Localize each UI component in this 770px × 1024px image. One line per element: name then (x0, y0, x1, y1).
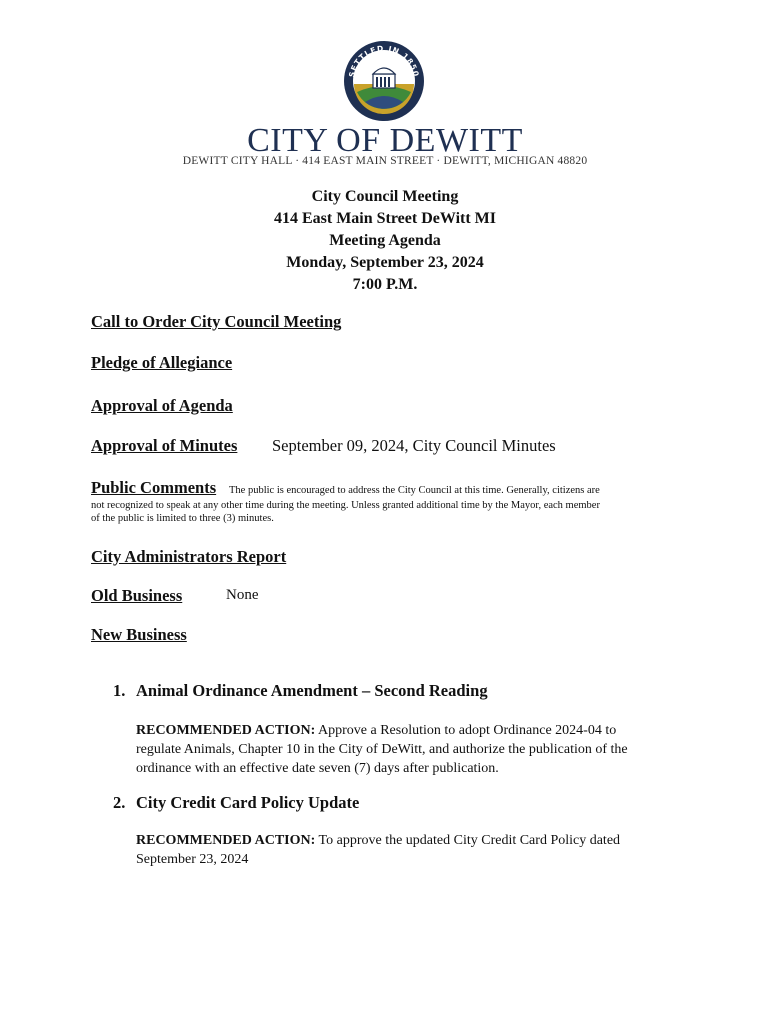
meeting-header (0, 186, 770, 296)
document-type: Meeting Agenda (329, 232, 441, 249)
old-business-heading: Old Business (91, 586, 183, 605)
item-1-title: Animal Ordinance Amendment – Second Reading (136, 681, 488, 700)
admin-report-heading: City Administrators Report (91, 547, 287, 566)
item-1-number: 1. (113, 681, 126, 700)
item-2-number: 2. (113, 793, 126, 812)
public-comments-text-2: not recognized to speak at any other time during the meeting. Unless granted additional time by the Mayor, each member (91, 500, 600, 511)
new-business-heading: New Business (91, 625, 187, 644)
approval-agenda-heading: Approval of Agenda (91, 396, 233, 415)
meeting-time: 7:00 P.M. (352, 276, 418, 293)
item-1-action-label: RECOMMENDED ACTION: (136, 723, 316, 738)
item-1-action-line-2: regulate Animals, Chapter 10 in the City of DeWitt, and authorize the publication of the (136, 742, 628, 757)
city-seal-logo (343, 40, 425, 122)
public-comments-text-3: of the public is limited to three (3) minutes. (91, 513, 274, 524)
city-name-heading: CITY OF DEWITT (247, 122, 523, 159)
approval-minutes-heading: Approval of Minutes (91, 436, 238, 455)
item-2-action-label: RECOMMENDED ACTION: (136, 833, 316, 848)
item-1-action-line-3: ordinance with an effective date seven (7) days after publication. (136, 761, 499, 776)
item-2-action-line-1: To approve the updated City Credit Card Policy dated (315, 833, 621, 848)
call-to-order-heading: Call to Order City Council Meeting (91, 312, 342, 331)
old-business-value: None (226, 587, 259, 603)
pledge-heading: Pledge of Allegiance (91, 353, 233, 372)
item-2-action (136, 831, 686, 869)
item-1-action-line-1: Approve a Resolution to adopt Ordinance 2024-04 to (315, 723, 617, 738)
approval-minutes-value: September 09, 2024, City Council Minutes (272, 436, 556, 455)
svg-text:SETTLED IN 1850: SETTLED IN 1850 (347, 43, 421, 79)
city-hall-address: DEWITT CITY HALL · 414 EAST MAIN STREET · DEWITT, MICHIGAN 48820 (182, 155, 588, 167)
public-comments-heading: Public Comments (91, 478, 217, 497)
item-2-title: City Credit Card Policy Update (136, 793, 360, 812)
meeting-date: Monday, September 23, 2024 (286, 254, 484, 271)
public-comments-text-1: The public is encouraged to address the City Council at this time. Generally, citizens are (229, 485, 600, 496)
item-2-action-line-2: September 23, 2024 (136, 852, 249, 867)
meeting-location: 414 East Main Street DeWitt MI (273, 210, 497, 227)
item-1-action (136, 721, 686, 778)
meeting-type: City Council Meeting (311, 188, 459, 205)
